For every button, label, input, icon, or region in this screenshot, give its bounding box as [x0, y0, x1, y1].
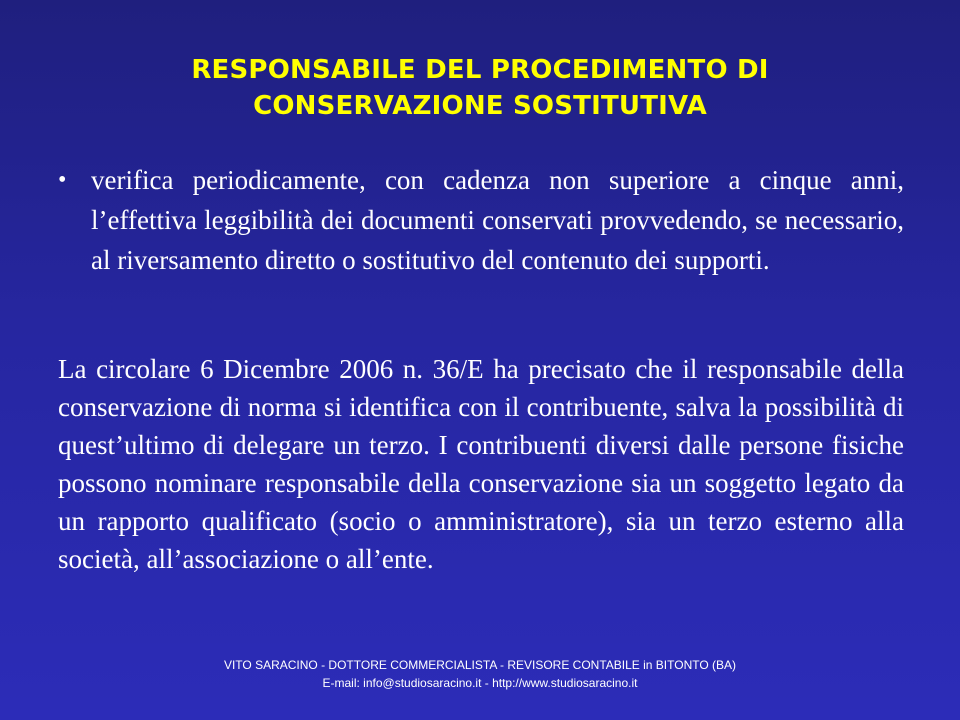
bullet-text: verifica periodicamente, con cadenza non superiore a cinque anni, l’effettiva leggibilità dei documenti conservati provvedendo, se necessario, al riversamento diretto o sostitutivo del contenuto dei supporti.: [91, 165, 904, 275]
slide-title-line-2: CONSERVAZIONE SOSTITUTIVA: [253, 91, 707, 121]
footer: [0, 656, 960, 692]
slide-title: [80, 52, 880, 124]
bullet-item: [58, 160, 904, 280]
footer-line-2: E-mail: info@studiosaracino.it - http://www.studiosaracino.it: [322, 676, 638, 690]
slide-title-line-1: RESPONSABILE DEL PROCEDIMENTO DI: [191, 55, 769, 85]
body-paragraph: La circolare 6 Dicembre 2006 n. 36/E ha precisato che il responsabile della conservazione di norma si identifica con il contribuente, salva la possibilità di quest’ultimo di delegare un terzo. I contribuenti diversi dalle persone fisiche possono nominare responsabile della conservazione sia un soggetto legato da un rapporto qualificato (socio o amministratore), sia un terzo esterno alla società, all’associazione o all’ente.: [58, 354, 904, 574]
footer-line-1: VITO SARACINO - DOTTORE COMMERCIALISTA - REVISORE CONTABILE in BITONTO (BA): [223, 658, 737, 672]
bullet-icon: •: [58, 167, 67, 193]
